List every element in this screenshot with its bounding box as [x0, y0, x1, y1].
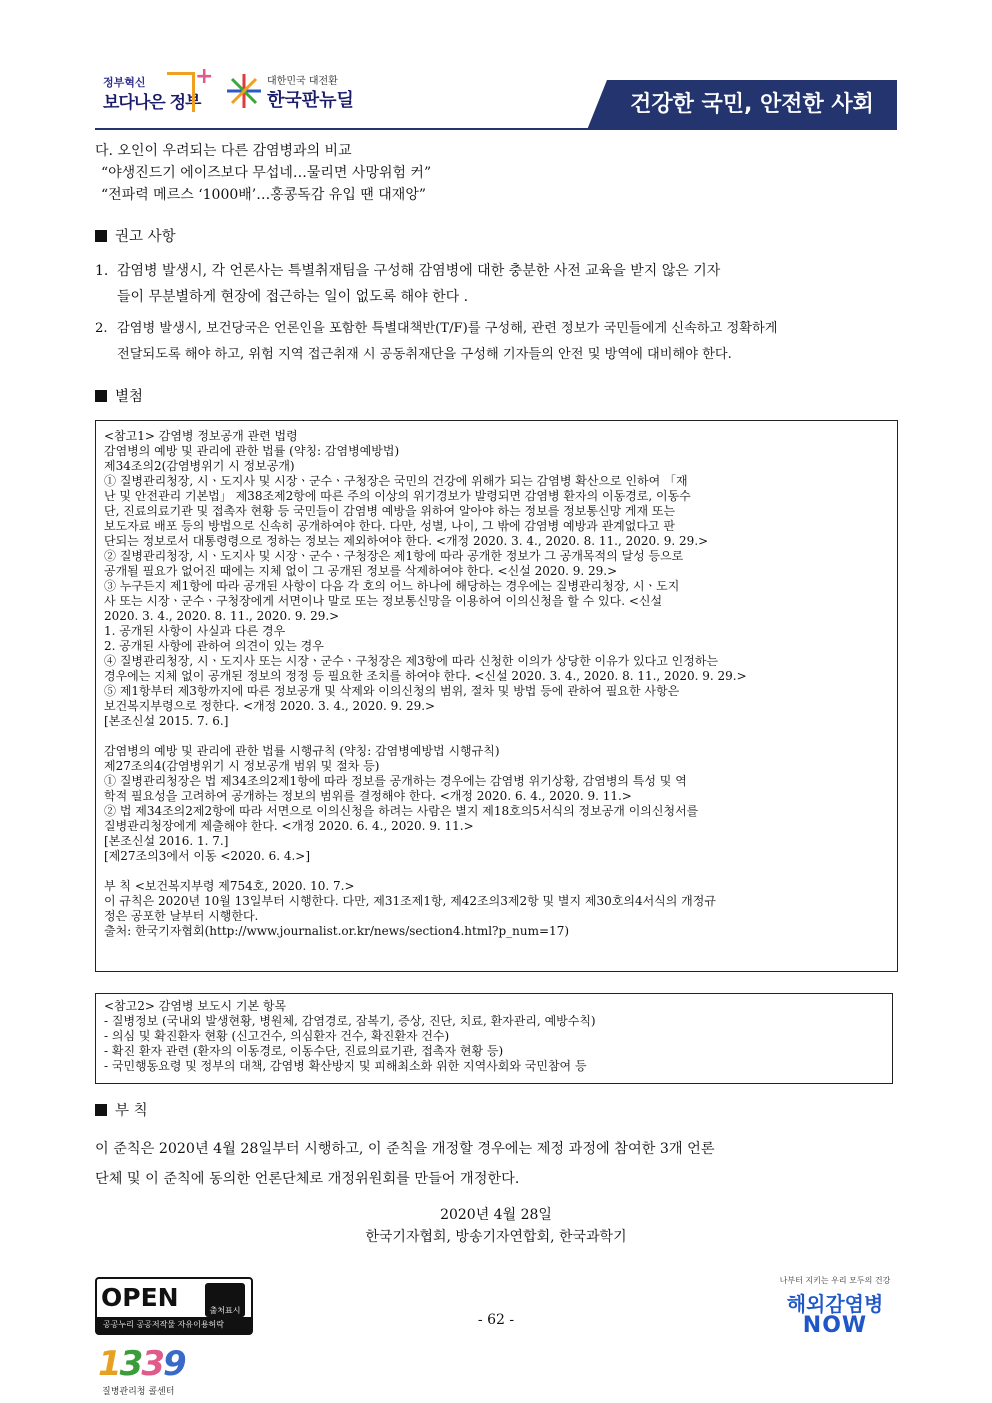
hotline-digit: 3 [119, 1344, 142, 1384]
reference-1-line: ④ 질병관리청장, 시ㆍ도지사 또는 시장ㆍ군수ㆍ구청장은 제3항에 따라 신청한 이의가 상당한 이유가 있다고 인정하는 [104, 654, 719, 668]
reference-1-line: 보도자료 배포 등의 방법으로 신속히 공개하여야 한다. 다만, 성별, 나이, 그 밖에 감염병 예방과 관계없다고 판 [104, 519, 675, 533]
recommend-item [95, 258, 897, 312]
travel-logo-tagline: 나부터 지키는 우리 모두의 건강 [779, 1276, 891, 1285]
reference-1-line [104, 864, 889, 879]
recommend-item-line: 들이 무분별하게 현장에 접근하는 일이 없도록 해야 한다 . [117, 289, 469, 305]
reference-1-line: 1. 공개된 사항이 사실과 다른 경우 [104, 624, 286, 638]
reference-1-line: 부 칙 <보건복지부령 제754호, 2020. 10. 7.> [104, 879, 355, 893]
hotline-digit: 3 [141, 1344, 164, 1384]
reference-1-line: 경우에는 지체 없이 공개된 정보의 정정 등 필요한 조치를 하여야 한다. <신설 2020. 3. 4., 2020. 8. 11., 2020. 9. 29.> [104, 669, 747, 683]
reference-box-1-content [104, 429, 889, 939]
reference-1-line: 이 규칙은 2020년 10월 13일부터 시행한다. 다만, 제31조제1항, 제42조의3제2항 및 별지 제30호의4서식의 개정규 [104, 894, 716, 908]
section-heading-text: 별첨 [115, 389, 144, 405]
supplement-text [95, 1134, 897, 1190]
gov-logo-bracket [167, 72, 195, 112]
reference-1-line: 출처: 한국기자협회(http://www.journalist.or.kr/news/section4.html?p_num=17) [104, 924, 570, 938]
recommend-item-line: 감염병 발생시, 보건당국은 언론인을 포함한 특별대책반(T/F)를 구성해, 관련 정보가 국민들에게 신속하고 정확하게 [117, 321, 778, 336]
reference-1-line: ① 질병관리청장, 시ㆍ도지사 및 시장ㆍ군수ㆍ구청장은 국민의 건강에 위해가 되는 감염병 확산으로 인하여 「재 [104, 474, 688, 488]
newdeal-small-text: 대한민국 대전환 [267, 76, 338, 87]
reference-2-line: - 확진 환자 관련 (환자의 이동경로, 이동수단, 진료의료기관, 접촉자 현황 등) [104, 1044, 504, 1058]
hotline-digit: 9 [163, 1344, 185, 1384]
reference-1-line: 단되는 정보로서 대통령령으로 정하는 정보는 제외하여야 한다. <개정 2020. 3. 4., 2020. 8. 11., 2020. 9. 29.> [104, 534, 709, 548]
reference-1-line: 감염병의 예방 및 관리에 관한 법률 (약칭: 감염병예방법) [104, 444, 400, 458]
reference-1-line: ③ 누구든지 제1항에 따라 공개된 사항이 다음 각 호의 어느 하나에 해당하는 경우에는 질병관리청장, 시ㆍ도지 [104, 579, 680, 593]
reference-1-line: ② 법 제34조의2제2항에 따라 서면으로 이의신청을 하려는 사람은 별지 제18호의5서식의 정보공개 이의신청서를 [104, 804, 699, 818]
reference-1-line: ② 질병관리청장, 시ㆍ도지사 및 시장ㆍ군수ㆍ구청장은 제1항에 따라 공개한 정보가 그 공개목적의 달성 등으로 [104, 549, 684, 563]
reference-box-1 [95, 420, 898, 972]
reference-1-line [104, 729, 889, 744]
newdeal-star-icon [225, 72, 263, 110]
open-logo-caption: 공공누리 공공저작물 자유이용허락 [97, 1317, 251, 1333]
reference-1-line: 사 또는 시장ㆍ군수ㆍ구청장에게 서면이나 말로 또는 정보통신망을 이용하여 이의신청을 할 수 있다. <신설 [104, 594, 663, 608]
hotline-1339-logo [98, 1344, 208, 1400]
square-bullet-icon [95, 230, 107, 242]
reference-1-line: ⑤ 제1항부터 제3항까지에 따른 정보공개 및 삭제와 이의신청의 범위, 절차 및 방법 등에 관하여 필요한 사항은 [104, 684, 680, 698]
reference-1-line: [본조신설 2015. 7. 6.] [104, 714, 229, 728]
reference-1-line: 난 및 안전관리 기본법」 제38조제2항에 따른 주의 이상의 위기경보가 발령되면 감염병 환자의 이동경로, 이동수 [104, 489, 691, 503]
slogan-banner: 건강한 국민, 안전한 사회 [607, 80, 897, 130]
section-heading-supplement [95, 1101, 148, 1121]
recommend-item-number: 2. [95, 321, 108, 336]
slogan-diagonal [587, 80, 607, 130]
page-number: - 62 - [477, 1312, 515, 1328]
gov-logo-big-text: 보다나은 정부 [103, 93, 201, 113]
reference-2-line: - 질병정보 (국내외 발생현황, 병원체, 감염경로, 잠복기, 증상, 진단, 치료, 환자관리, 예방수칙) [104, 1014, 596, 1028]
overseas-infection-now-logo [770, 1275, 900, 1338]
intro-line: 다. 오인이 우려되는 다른 감염병과의 비교 [95, 143, 352, 159]
hotline-caption: 질병관리청 콜센터 [102, 1387, 175, 1397]
reference-2-line: - 의심 및 확진환자 현황 (신고건수, 의심환자 건수, 확진환자 건수) [104, 1029, 450, 1043]
hotline-digit: 1 [98, 1344, 120, 1384]
reference-1-line: 제34조의2(감염병위기 시 정보공개) [104, 459, 295, 473]
reference-1-line: 제27조의4(감염병위기 시 정보공개 범위 및 절차 등) [104, 759, 380, 773]
supplement-line: 이 준칙은 2020년 4월 28일부터 시행하고, 이 준칙을 개정할 경우에는 제정 과정에 참여한 3개 언론 [95, 1141, 715, 1157]
recommend-item [95, 316, 897, 370]
korean-new-deal-logo [225, 68, 385, 116]
recommend-item-line: 감염병 발생시, 각 언론사는 특별취재팀을 구성해 감염병에 대한 충분한 사전 교육을 받지 않은 기자 [117, 263, 721, 279]
hotline-digits [98, 1344, 208, 1384]
reference-1-line: 감염병의 예방 및 관리에 관한 법률 시행규칙 (약칭: 감염병예방법 시행규칙) [104, 744, 500, 758]
signature-date: 2020년 4월 28일 [440, 1207, 552, 1223]
square-bullet-icon [95, 1104, 107, 1116]
section-heading-text: 권고 사항 [115, 229, 176, 245]
reference-1-line: 질병관리청장에게 제출해야 한다. <개정 2020. 6. 4., 2020. 9. 11.> [104, 819, 474, 833]
newdeal-big-text: 한국판뉴딜 [267, 90, 354, 111]
reference-1-line: [제27조의3에서 이동 <2020. 6. 4.>] [104, 849, 311, 863]
reference-1-line: 2020. 3. 4., 2020. 8. 11., 2020. 9. 29.> [104, 609, 340, 623]
section-heading-appendix [95, 387, 143, 407]
supplement-line: 단체 및 이 준칙에 동의한 언론단체로 개정위원회를 만들어 개정한다. [95, 1171, 520, 1187]
reference-box-2-content [104, 999, 884, 1074]
intro-line: “야생진드기 에이즈보다 무섭네…물리면 사망위험 커” [101, 165, 432, 181]
recommend-item-line: 전달되도록 해야 하고, 위험 지역 접근취재 시 공동취재단을 구성해 기자들의 안전 및 방역에 대비해야 한다. [117, 347, 732, 362]
recommend-item-number: 1. [95, 263, 109, 279]
reference-1-line: 학적 필요성을 고려하여 공개하는 정보의 범위를 결정해야 한다. <개정 2020. 6. 4., 2020. 9. 11.> [104, 789, 632, 803]
header-divider [95, 128, 897, 130]
reference-1-line: 단, 진료의료기관 및 접촉자 현황 등 국민들이 감염병 예방을 위하여 알아야 하는 정보를 정보통신망 게재 또는 [104, 504, 676, 518]
travel-logo-title: 해외감염병 [786, 1292, 884, 1316]
reference-2-line: <참고2> 감염병 보도시 기본 항목 [104, 999, 287, 1013]
reference-1-line: 2. 공개된 사항에 관하여 의견이 있는 경우 [104, 639, 324, 653]
section-heading-text: 부 칙 [115, 1103, 148, 1119]
reference-1-line: 보건복지부령으로 정한다. <개정 2020. 3. 4., 2020. 9. 29.> [104, 699, 436, 713]
page-header [95, 62, 897, 130]
square-bullet-icon [95, 390, 107, 402]
gov-logo-small-text: 정부혁신 [103, 76, 146, 89]
reference-box-2 [95, 993, 893, 1084]
section-heading-recommend [95, 227, 176, 247]
reference-2-line: - 국민행동요령 및 정부의 대책, 감염병 확산방지 및 피해최소화 위한 지역사회와 국민참여 등 [104, 1059, 587, 1073]
intro-line: “전파력 메르스 ‘1000배’…홍콩독감 유입 땐 대재앙” [101, 187, 427, 203]
open-logo-word: OPEN [101, 1283, 179, 1312]
reference-1-line: <참고1> 감염병 정보공개 관련 법령 [104, 429, 298, 443]
reference-1-line: 공개될 필요가 없어진 때에는 지체 없이 그 공개된 정보를 삭제하여야 한다. <신설 2020. 9. 29.> [104, 564, 618, 578]
reference-1-line: ① 질병관리청장은 법 제34조의2제1항에 따라 정보를 공개하는 경우에는 감염병 위기상황, 감염병의 특성 및 역 [104, 774, 687, 788]
plus-icon: + [195, 64, 214, 89]
reference-1-line: [본조신설 2016. 1. 7.] [104, 834, 229, 848]
gov-innovation-logo [103, 66, 213, 118]
signature-orgs: 한국기자협회, 방송기자연합회, 한국과학기 [365, 1229, 627, 1245]
reference-1-line: 정은 공포한 날부터 시행한다. [104, 909, 259, 923]
travel-logo-now: NOW [802, 1313, 868, 1338]
attribution-badge-icon: 출처표시 [205, 1283, 245, 1317]
